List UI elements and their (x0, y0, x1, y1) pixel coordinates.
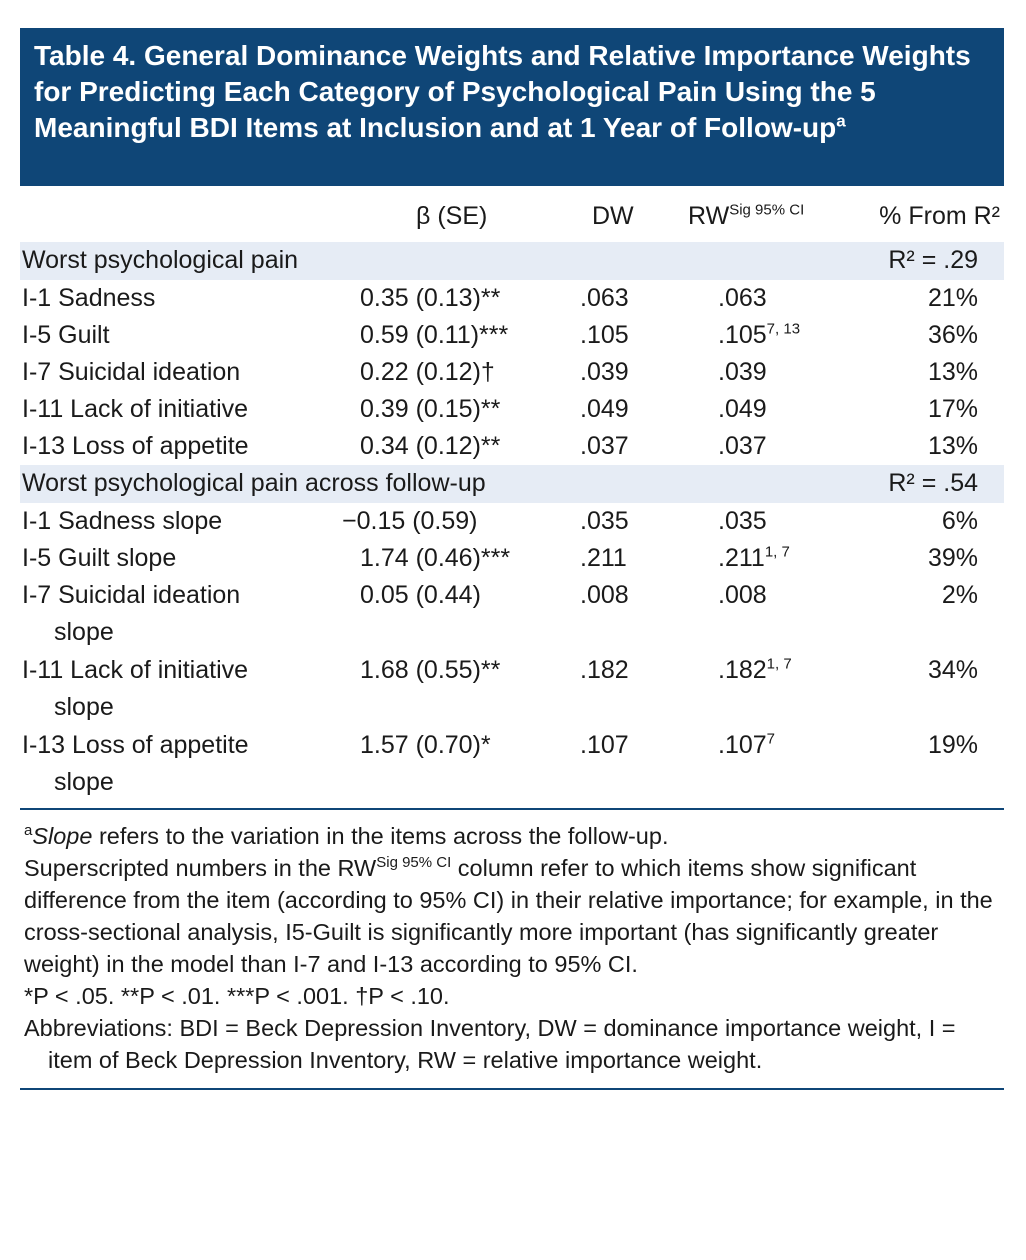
rw-value: .107 (718, 731, 767, 759)
item-label: I-7 Suicidal ideation (22, 358, 241, 386)
rw-cell (718, 317, 800, 354)
footnote-a-marker: a (24, 822, 33, 840)
beta-cell: 0.35 (0.13)** (360, 284, 501, 312)
pct-cell: 2% (941, 581, 978, 609)
header-rw (688, 198, 804, 235)
item-cell (22, 652, 352, 726)
rw-cell (718, 354, 767, 391)
section-label: Worst psychological pain (22, 246, 299, 274)
dw-cell: .063 (580, 284, 629, 312)
rw-cell (718, 391, 767, 428)
column-header-row (20, 186, 1004, 242)
pct-cell: 17% (927, 395, 978, 423)
item-label: I-5 Guilt slope (22, 544, 177, 572)
pct-cell: 36% (927, 321, 978, 349)
rw-superscript: 7 (766, 730, 776, 748)
table-row (20, 727, 1004, 802)
table-final-rule (20, 1088, 1004, 1090)
table-row (20, 577, 1004, 652)
rw-value: .049 (718, 395, 767, 423)
header-beta: β (SE) (416, 202, 488, 230)
item-label: I-1 Sadness slope (22, 507, 223, 535)
table-row (20, 317, 1004, 354)
item-label: I-11 Lack of initiative (22, 656, 249, 684)
section-label: Worst psychological pain across follow-up (22, 469, 486, 497)
beta-cell: 0.59 (0.11)*** (360, 321, 509, 349)
dw-cell: .049 (580, 395, 629, 423)
beta-cell: 0.39 (0.15)** (360, 395, 501, 423)
rw-value: .035 (718, 507, 767, 535)
item-cell (22, 727, 352, 801)
item-label: I-5 Guilt (22, 321, 110, 349)
dw-cell: .035 (580, 507, 629, 535)
section-r2: R² = .29 (888, 246, 978, 274)
item-label: I-1 Sadness (22, 284, 156, 312)
rw-value: .105 (718, 321, 767, 349)
footnote-a-sup2: Sig 95% CI (376, 854, 452, 872)
table-row (20, 503, 1004, 540)
footnote-a-text3: column refer to which items show significant difference from the item (according to 95% CI) in their relative importance; for example, in the cross-sectional analysis, I5-Guilt is significantly more important (has significantly greater weight) in the model than I-7 and I-13 according to 95% CI. (24, 855, 993, 977)
table-title (20, 28, 1004, 186)
table-row (20, 354, 1004, 391)
table-body (20, 242, 1004, 802)
rw-superscript: 1, 7 (766, 655, 792, 673)
item-label-continued: slope (54, 693, 114, 721)
pct-cell: 21% (927, 284, 978, 312)
header-pct: % From R² (879, 202, 1000, 230)
pct-cell: 19% (927, 731, 978, 759)
item-label-continued: slope (54, 768, 114, 796)
dw-cell: .211 (580, 544, 627, 572)
item-cell (22, 540, 352, 577)
footnote-abbreviations: Abbreviations: BDI = Beck Depression Inventory, DW = dominance importance weight, I = item of Beck Depression Inventory, RW = relative importance weight. (24, 1015, 956, 1073)
item-label: I-13 Loss of appetite (22, 432, 249, 460)
item-label: I-13 Loss of appetite (22, 731, 249, 759)
beta-cell: 1.74 (0.46)*** (360, 544, 511, 572)
item-label: I-11 Lack of initiative (22, 395, 249, 423)
header-dw: DW (592, 202, 634, 230)
rw-cell (718, 280, 767, 317)
rw-cell (718, 428, 767, 465)
beta-cell: 0.34 (0.12)** (360, 432, 501, 460)
dw-cell: .105 (580, 321, 629, 349)
table-row (20, 652, 1004, 727)
rw-value: .182 (718, 656, 767, 684)
section-header (20, 465, 1004, 503)
rw-cell (718, 727, 775, 764)
table-footnotes (20, 810, 1004, 1076)
header-rw-label: RW (688, 202, 730, 230)
item-cell (22, 391, 352, 428)
item-cell (22, 317, 352, 354)
item-cell (22, 280, 352, 317)
rw-cell (718, 540, 790, 577)
footnote-a-text2: Superscripted numbers in the RW (24, 855, 377, 881)
title-footnote-marker: a (836, 111, 846, 131)
dw-cell: .039 (580, 358, 629, 386)
table-container (20, 28, 1004, 1090)
header-rw-sup: Sig 95% CI (729, 201, 805, 219)
rw-value: .063 (718, 284, 767, 312)
dw-cell: .182 (580, 656, 629, 684)
rw-superscript: 7, 13 (766, 320, 801, 338)
footnote-pvalues: *P < .05. **P < .01. ***P < .001. †P < .10. (24, 983, 450, 1009)
rw-cell (718, 652, 792, 689)
rw-cell (718, 577, 767, 614)
item-label-continued: slope (54, 618, 114, 646)
pct-cell: 39% (927, 544, 978, 572)
footnote-a-continued (24, 852, 994, 980)
rw-value: .039 (718, 358, 767, 386)
table-row (20, 280, 1004, 317)
dw-cell: .037 (580, 432, 629, 460)
table-row (20, 428, 1004, 465)
section-r2: R² = .54 (888, 469, 978, 497)
rw-superscript: 1, 7 (764, 543, 790, 561)
item-label: I-7 Suicidal ideation (22, 581, 241, 609)
beta-cell: 1.57 (0.70)* (360, 731, 491, 759)
dw-cell: .107 (580, 731, 629, 759)
footnote-a-text1: refers to the variation in the items across the follow-up. (92, 823, 669, 849)
section-header (20, 242, 1004, 280)
rw-value: .037 (718, 432, 767, 460)
footnote-a (24, 820, 994, 852)
item-cell (22, 577, 352, 651)
item-cell (22, 503, 352, 540)
item-cell (22, 354, 352, 391)
table-row (20, 540, 1004, 577)
dw-cell: .008 (580, 581, 629, 609)
beta-cell: 0.22 (0.12)† (360, 358, 495, 386)
rw-value: .008 (718, 581, 767, 609)
pct-cell: 13% (927, 358, 978, 386)
beta-cell: 1.68 (0.55)** (360, 656, 501, 684)
footnote-a-slope: Slope (32, 823, 93, 849)
pct-cell: 34% (927, 656, 978, 684)
pct-cell: 6% (941, 507, 978, 535)
pct-cell: 13% (927, 432, 978, 460)
item-cell (22, 428, 352, 465)
rw-cell (718, 503, 767, 540)
beta-cell: 0.05 (0.44) (360, 581, 481, 609)
table-title-text: Table 4. General Dominance Weights and Relative Importance Weights for Predicting Each Category of Psychological Pain Using the 5 Meaningful BDI Items at Inclusion and at 1 Year of Follow-up (34, 40, 971, 143)
beta-cell: −0.15 (0.59) (342, 507, 478, 535)
rw-value: .211 (718, 544, 765, 572)
table-row (20, 391, 1004, 428)
